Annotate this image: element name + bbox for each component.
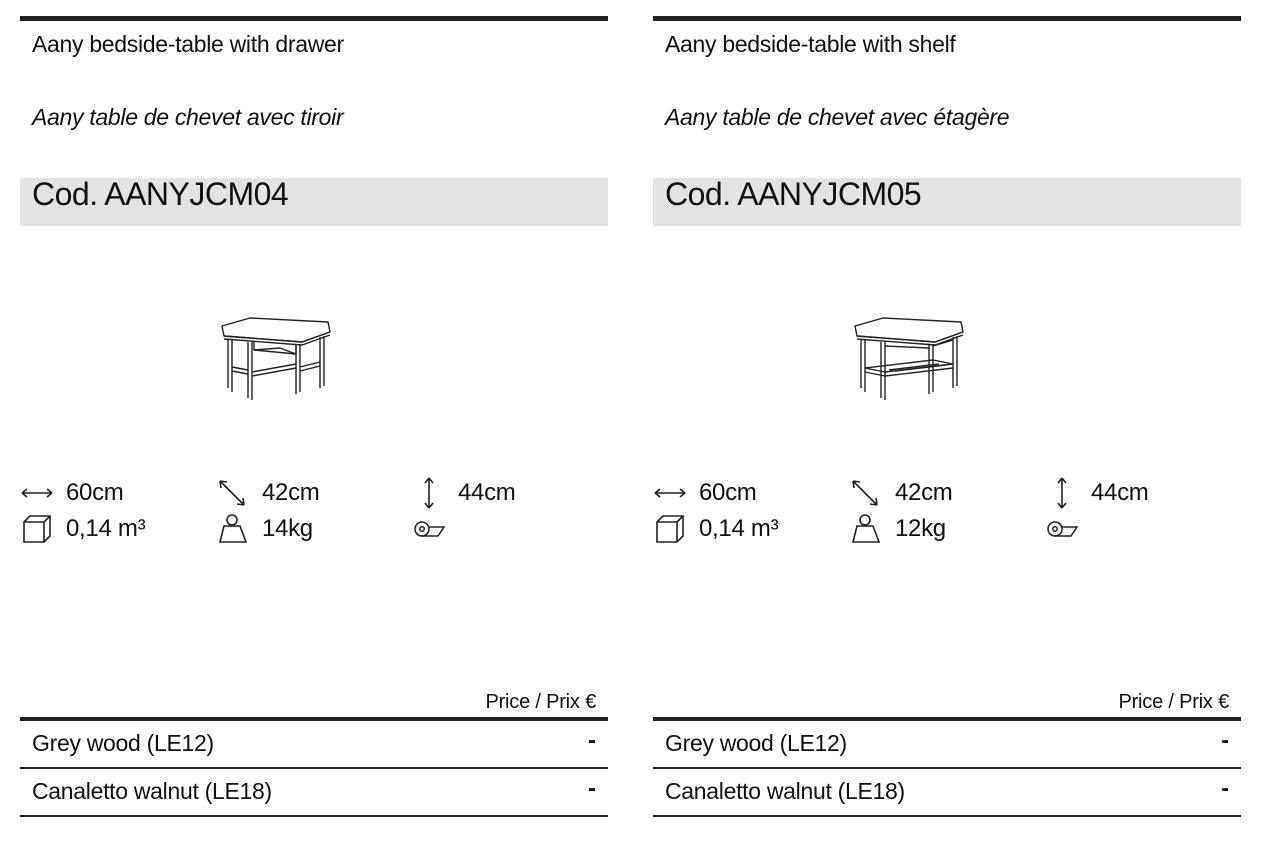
weight-value: 12kg: [895, 515, 946, 542]
table-row: [653, 721, 1241, 769]
weight-value: 14kg: [262, 515, 313, 542]
finish-price: -: [588, 775, 596, 802]
weight-icon: [849, 514, 883, 544]
bedside-table-shelf-drawing: [849, 312, 969, 407]
table-row: [20, 721, 608, 769]
top-rule: [653, 16, 1241, 21]
table-row: [20, 769, 608, 817]
width-arrow-icon: [653, 478, 687, 508]
product-code: Cod. AANYJCM04: [32, 176, 289, 212]
width-value: 60cm: [699, 479, 757, 506]
packaging-roll-icon: [1045, 514, 1079, 544]
width-arrow-icon: [20, 478, 54, 508]
finish-price: -: [588, 727, 596, 754]
product-subtitle-fr: Aany table de chevet avec étagère: [665, 104, 1010, 130]
spec-height: [1045, 478, 1149, 508]
spec-weight: [216, 514, 313, 544]
bedside-table-drawer-drawing: [216, 312, 336, 407]
product-title: Aany bedside-table with shelf: [665, 31, 956, 57]
price-header: Price / Prix €: [485, 691, 596, 713]
volume-value: 0,14 m³: [699, 515, 779, 542]
volume-value: 0,14 m³: [66, 515, 146, 542]
packaging-roll-icon: [412, 514, 446, 544]
spec-weight: [849, 514, 946, 544]
spec-depth: [216, 478, 320, 508]
box-volume-icon: [653, 514, 687, 544]
product-code: Cod. AANYJCM05: [665, 176, 922, 212]
depth-arrow-icon: [216, 478, 250, 508]
spec-width: [20, 478, 124, 508]
top-rule: [20, 16, 608, 21]
spec-depth: [849, 478, 953, 508]
height-arrow-icon: [1045, 478, 1079, 508]
spec-volume: [653, 514, 778, 544]
finish-name: Canaletto walnut (LE18): [32, 778, 272, 804]
height-value: 44cm: [458, 479, 516, 506]
product-card-aanyjcm04: [20, 0, 608, 849]
table-row: [653, 769, 1241, 817]
finish-name: Canaletto walnut (LE18): [665, 778, 905, 804]
depth-value: 42cm: [262, 479, 320, 506]
spec-packaging: [1045, 514, 1091, 544]
finish-name: Grey wood (LE12): [32, 730, 214, 756]
product-subtitle-fr: Aany table de chevet avec tiroir: [32, 104, 344, 130]
width-value: 60cm: [66, 479, 124, 506]
spec-packaging: [412, 514, 458, 544]
depth-value: 42cm: [895, 479, 953, 506]
spec-height: [412, 478, 516, 508]
height-arrow-icon: [412, 478, 446, 508]
depth-arrow-icon: [849, 478, 883, 508]
finish-name: Grey wood (LE12): [665, 730, 847, 756]
weight-icon: [216, 514, 250, 544]
spec-width: [653, 478, 757, 508]
spec-volume: [20, 514, 145, 544]
price-header: Price / Prix €: [1118, 691, 1229, 713]
product-card-aanyjcm05: [653, 0, 1241, 849]
height-value: 44cm: [1091, 479, 1149, 506]
box-volume-icon: [20, 514, 54, 544]
finish-price: -: [1221, 775, 1229, 802]
product-title: Aany bedside-table with drawer: [32, 31, 344, 57]
finish-price: -: [1221, 727, 1229, 754]
